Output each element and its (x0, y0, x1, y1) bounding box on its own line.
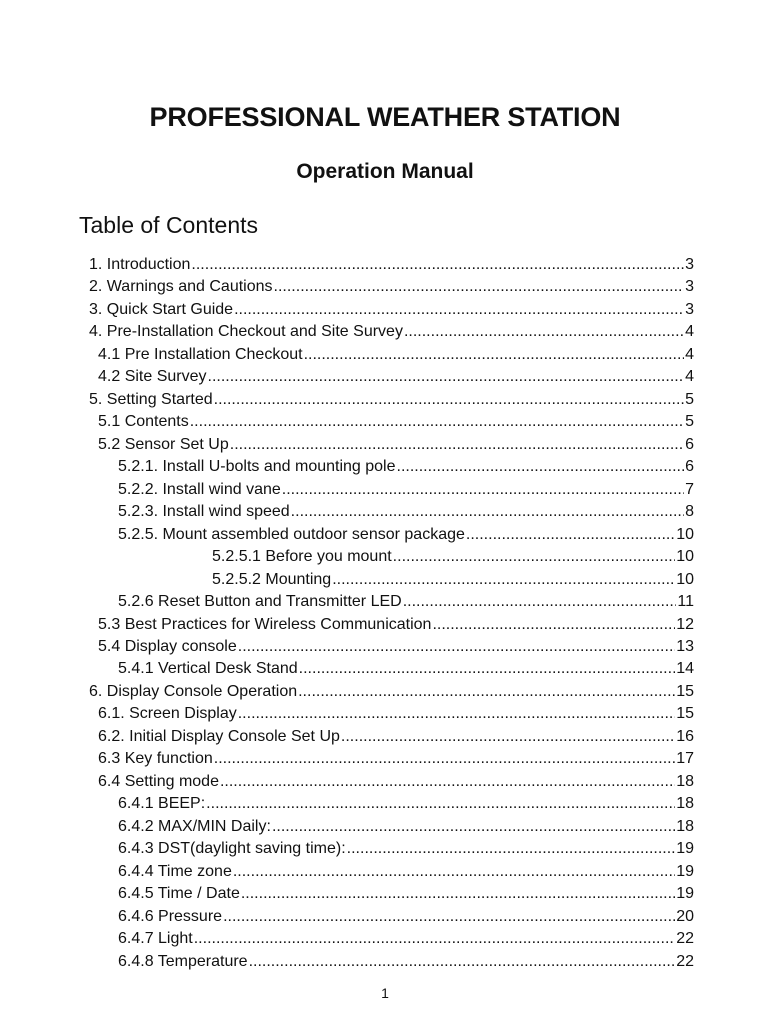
toc-entry-line (89, 321, 694, 343)
toc-entry-line (118, 906, 694, 928)
toc-dot-leader (403, 591, 677, 613)
toc-entry[interactable] (0, 501, 770, 523)
toc-dot-leader (347, 838, 676, 860)
toc-entry-title: 4. Pre-Installation Checkout and Site Survey (89, 323, 403, 341)
toc-entry-line (98, 636, 694, 658)
toc-entry-title: 4.2 Site Survey (98, 368, 207, 386)
toc-entry-page: 16 (676, 727, 694, 745)
toc-entry-title: 5.4 Display console (98, 637, 237, 655)
toc-entry-line (118, 658, 694, 680)
toc-dot-leader (274, 276, 685, 298)
toc-heading: Table of Contents (79, 212, 259, 238)
toc-entry-page: 18 (676, 795, 694, 813)
toc-entry-line (212, 546, 694, 568)
toc-entry-page: 15 (676, 705, 694, 723)
toc-entry-title: 5.2.5.1 Before you mount (212, 548, 392, 566)
toc-entry-page: 5 (685, 390, 694, 408)
toc-entry-title: 5.2.6 Reset Button and Transmitter LED (118, 593, 402, 611)
toc-entry[interactable] (0, 951, 770, 973)
toc-dot-leader (190, 411, 684, 433)
toc-entry-line (118, 479, 694, 501)
toc-entry-page: 6 (685, 435, 694, 453)
toc-dot-leader (194, 928, 675, 950)
toc-entry-title: 6.4.1 BEEP: (118, 795, 206, 813)
toc-entry-title: 5.4.1 Vertical Desk Stand (118, 660, 298, 678)
toc-entry-line (89, 254, 694, 276)
toc-entry-page: 10 (676, 548, 694, 566)
toc-entry-line (98, 771, 694, 793)
toc-entry-page: 11 (677, 593, 694, 611)
toc-entry-title: 2. Warnings and Cautions (89, 278, 273, 296)
toc-entry-page: 3 (685, 256, 694, 273)
toc-entry-line (118, 816, 694, 838)
toc-entry-title: 5.2.2. Install wind vane (118, 480, 281, 498)
toc-dot-leader (341, 726, 675, 748)
toc-entry[interactable] (0, 771, 770, 793)
toc-entry-title: 4.1 Pre Installation Checkout (98, 345, 303, 363)
toc-entry-title: 5.2.5. Mount assembled outdoor sensor package (118, 525, 465, 543)
toc-entry-page: 4 (685, 368, 694, 386)
toc-entry[interactable] (0, 299, 770, 321)
toc-entry[interactable] (0, 906, 770, 928)
toc-entry-title: 3. Quick Start Guide (89, 300, 234, 318)
toc-entry-line (118, 928, 694, 950)
toc-entry-title: 6.4.3 DST(daylight saving time): (118, 840, 346, 858)
toc-entry[interactable] (0, 681, 770, 703)
toc-entry-page: 10 (676, 525, 694, 543)
toc-entry-title: 6.1. Screen Display (98, 705, 237, 723)
toc-entry-page: 13 (676, 637, 694, 655)
toc-entry[interactable] (0, 703, 770, 725)
toc-dot-leader (432, 614, 675, 636)
toc-dot-leader (282, 479, 684, 501)
toc-dot-leader (393, 546, 676, 568)
toc-entry-line (89, 299, 694, 321)
toc-entry-line (98, 748, 694, 770)
toc-entry-page: 19 (676, 840, 694, 858)
toc-entry-title: 6.2. Initial Display Console Set Up (98, 727, 340, 745)
toc-dot-leader (233, 861, 675, 883)
toc-entry[interactable] (0, 569, 770, 591)
toc-entry-line (118, 883, 694, 905)
toc-entry[interactable] (0, 838, 770, 860)
toc-entry-page: 14 (676, 660, 694, 678)
toc-entry-page: 19 (676, 862, 694, 880)
toc-dot-leader (214, 389, 684, 411)
toc-entry[interactable] (0, 883, 770, 905)
toc-entry-title: 6.3 Key function (98, 750, 213, 768)
toc-entry-line (89, 681, 694, 703)
toc-entry[interactable] (0, 479, 770, 501)
toc-entry-page: 17 (676, 750, 694, 768)
toc-dot-leader (272, 816, 675, 838)
toc-entry[interactable] (0, 546, 770, 568)
toc-entry-line (118, 793, 694, 815)
toc-entry-page: 5 (685, 413, 694, 431)
toc-dot-leader (234, 299, 684, 321)
toc-entry-title: 5.2.1. Install U-bolts and mounting pole (118, 458, 396, 476)
toc-entry-line (98, 614, 694, 636)
toc-entry-page: 4 (685, 323, 694, 341)
toc-entry[interactable] (0, 793, 770, 815)
toc-entry-line (89, 389, 694, 411)
toc-entry-page: 3 (685, 278, 694, 296)
toc-entry[interactable] (0, 254, 770, 276)
toc-entry[interactable] (0, 726, 770, 748)
toc-entry-line (212, 569, 694, 591)
toc-entry-page: 8 (685, 503, 694, 521)
toc-entry-line (98, 434, 694, 456)
toc-entry-title: 6.4.6 Pressure (118, 907, 223, 925)
toc-entry-line (118, 501, 694, 523)
toc-entry-line (98, 411, 694, 433)
toc-entry[interactable] (0, 276, 770, 298)
toc-entry-page: 18 (676, 772, 694, 790)
toc-dot-leader (404, 321, 684, 343)
page-title: PROFESSIONAL WEATHER STATION (149, 102, 621, 132)
toc-entry-page: 3 (685, 300, 694, 318)
toc-dot-leader (191, 254, 684, 276)
toc-entry-title: 5.2 Sensor Set Up (98, 435, 229, 453)
toc-entry-page: 22 (676, 930, 694, 948)
toc-dot-leader (214, 748, 675, 770)
toc-dot-leader (304, 344, 685, 366)
toc-entry-page: 10 (676, 570, 694, 588)
toc-dot-leader (223, 906, 675, 928)
toc-entry-title: 6.4 Setting mode (98, 772, 219, 790)
toc-entry[interactable] (0, 344, 770, 366)
toc-entry-title: 6. Display Console Operation (89, 682, 298, 700)
toc-entry-page: 6 (685, 458, 694, 476)
toc-entry[interactable] (0, 389, 770, 411)
page-number: 1 (381, 985, 389, 1001)
toc-entry-title: 6.4.5 Time / Date (118, 885, 240, 903)
toc-entry-line (98, 344, 694, 366)
toc-entry-line (98, 366, 694, 388)
toc-entry-page: 20 (676, 907, 694, 925)
toc-entry[interactable] (0, 411, 770, 433)
toc-entry-page: 7 (685, 480, 694, 498)
toc-dot-leader (241, 883, 675, 905)
toc-entry[interactable] (0, 658, 770, 680)
toc-dot-leader (249, 951, 676, 973)
toc-entry[interactable] (0, 591, 770, 613)
toc-entry[interactable] (0, 816, 770, 838)
toc-entry[interactable] (0, 321, 770, 343)
toc-entry[interactable] (0, 861, 770, 883)
toc-entry[interactable] (0, 614, 770, 636)
toc-entry[interactable] (0, 748, 770, 770)
toc-entry-line (98, 703, 694, 725)
toc-entry[interactable] (0, 366, 770, 388)
toc-dot-leader (230, 434, 684, 456)
toc-entry-line (89, 276, 694, 298)
toc-entry-title: 5.1 Contents (98, 413, 189, 431)
toc-entry-title: 6.4.8 Temperature (118, 952, 248, 970)
toc-entry-title: 5.2.3. Install wind speed (118, 503, 290, 521)
toc-entry-page: 4 (685, 345, 694, 363)
toc-entry-page: 22 (676, 952, 694, 970)
toc-dot-leader (208, 366, 685, 388)
toc-entry-line (118, 524, 694, 546)
toc-entry-line (118, 861, 694, 883)
toc-entry-title: 6.4.4 Time zone (118, 862, 232, 880)
toc-entry-title: 6.4.2 MAX/MIN Daily: (118, 817, 271, 835)
toc-entry-title: 1. Introduction (89, 256, 191, 273)
toc-entry-page: 18 (676, 817, 694, 835)
toc-dot-leader (291, 501, 684, 523)
table-of-contents (0, 254, 770, 973)
toc-entry-line (118, 951, 694, 973)
toc-entry-page: 15 (676, 682, 694, 700)
toc-entry-title: 5.2.5.2 Mounting (212, 570, 332, 588)
toc-entry-line (98, 726, 694, 748)
toc-entry[interactable] (0, 636, 770, 658)
page-subtitle: Operation Manual (296, 160, 474, 183)
toc-dot-leader (332, 569, 675, 591)
toc-entry-line (118, 456, 694, 478)
toc-entry-line (118, 838, 694, 860)
toc-entry[interactable] (0, 928, 770, 950)
toc-dot-leader (397, 456, 685, 478)
toc-entry[interactable] (0, 524, 770, 546)
toc-entry-title: 5. Setting Started (89, 390, 213, 408)
toc-dot-leader (466, 524, 675, 546)
toc-entry[interactable] (0, 456, 770, 478)
toc-entry-line (118, 591, 694, 613)
toc-dot-leader (206, 793, 675, 815)
toc-dot-leader (238, 636, 675, 658)
toc-dot-leader (238, 703, 675, 725)
toc-dot-leader (220, 771, 675, 793)
toc-entry-title: 5.3 Best Practices for Wireless Communication (98, 615, 432, 633)
toc-entry-title: 6.4.7 Light (118, 930, 193, 948)
toc-dot-leader (299, 658, 676, 680)
toc-entry-page: 19 (676, 885, 694, 903)
toc-entry-page: 12 (676, 615, 694, 633)
toc-dot-leader (298, 681, 675, 703)
toc-entry[interactable] (0, 434, 770, 456)
